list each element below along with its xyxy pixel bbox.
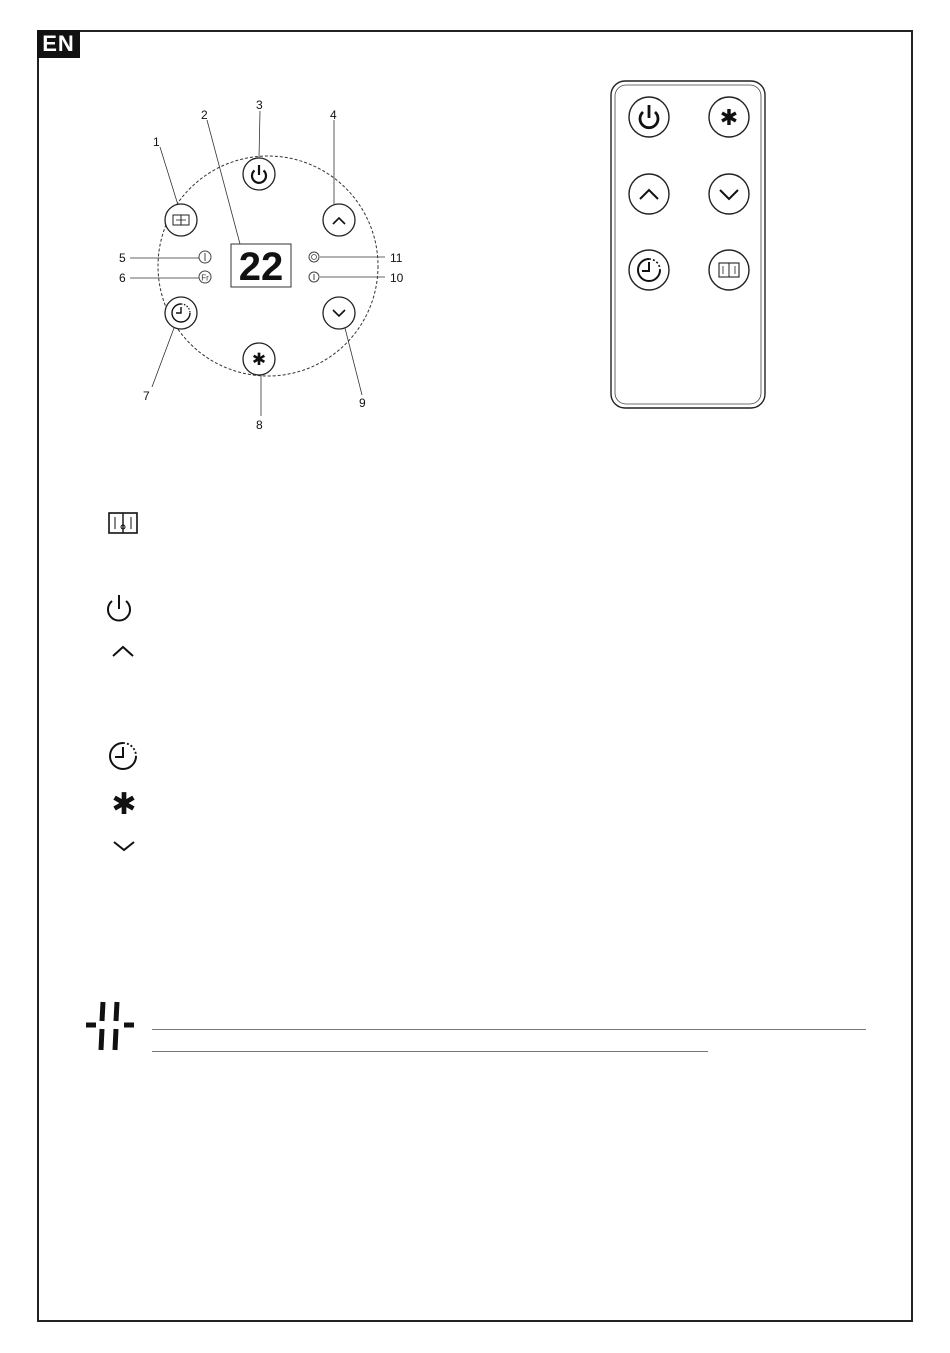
- callout-9: 9: [359, 396, 366, 410]
- callout-11: 11: [390, 251, 403, 265]
- indicator-10: [309, 272, 319, 282]
- gear-icon: [111, 788, 136, 821]
- callout-4: 4: [330, 108, 337, 122]
- panel-settings-button[interactable]: [243, 343, 275, 375]
- callout-2: 2: [201, 108, 208, 122]
- remote-control: [605, 76, 773, 414]
- remote-power-button[interactable]: [629, 97, 669, 137]
- remote-down-button[interactable]: [709, 174, 749, 214]
- note-rule-1: [152, 1029, 866, 1030]
- heater-mode-icon: [109, 513, 137, 533]
- panel-up-button[interactable]: [323, 204, 355, 236]
- control-panel-diagram: [0, 0, 950, 460]
- callout-5: 5: [119, 251, 126, 265]
- remote-up-button[interactable]: [629, 174, 669, 214]
- svg-text:Fr: Fr: [201, 273, 209, 283]
- svg-text:✱: ✱: [111, 788, 137, 821]
- note-rule-2: [152, 1051, 708, 1052]
- callout-10: 10: [390, 271, 404, 285]
- indicator-11: [309, 252, 319, 262]
- panel-down-button[interactable]: [323, 297, 355, 329]
- display-digits: 22: [238, 245, 284, 289]
- indicator-6: [199, 271, 211, 283]
- language-badge: EN: [37, 30, 80, 58]
- callout-1: 1: [153, 135, 160, 149]
- remote-timer-button[interactable]: [629, 250, 669, 290]
- svg-text:✱: ✱: [251, 350, 267, 369]
- panel-power-button[interactable]: [243, 158, 275, 190]
- panel-heater-mode-button[interactable]: [165, 204, 197, 236]
- power-icon: [108, 595, 130, 620]
- timer-icon: [110, 743, 136, 769]
- remote-heater-mode-button[interactable]: [709, 250, 749, 290]
- segment-display-icon: [82, 998, 138, 1054]
- panel-display: [231, 244, 291, 289]
- callout-8: 8: [256, 418, 263, 432]
- chevron-down-icon: [114, 842, 134, 850]
- legend-icons: [95, 500, 155, 870]
- indicator-5: [199, 251, 211, 263]
- panel-timer-button[interactable]: [165, 297, 197, 329]
- remote-settings-button[interactable]: [709, 97, 749, 137]
- chevron-up-icon: [113, 647, 133, 656]
- callout-3: 3: [256, 98, 263, 112]
- svg-text:✱: ✱: [719, 105, 739, 130]
- callout-6: 6: [119, 271, 126, 285]
- callout-7: 7: [143, 389, 150, 403]
